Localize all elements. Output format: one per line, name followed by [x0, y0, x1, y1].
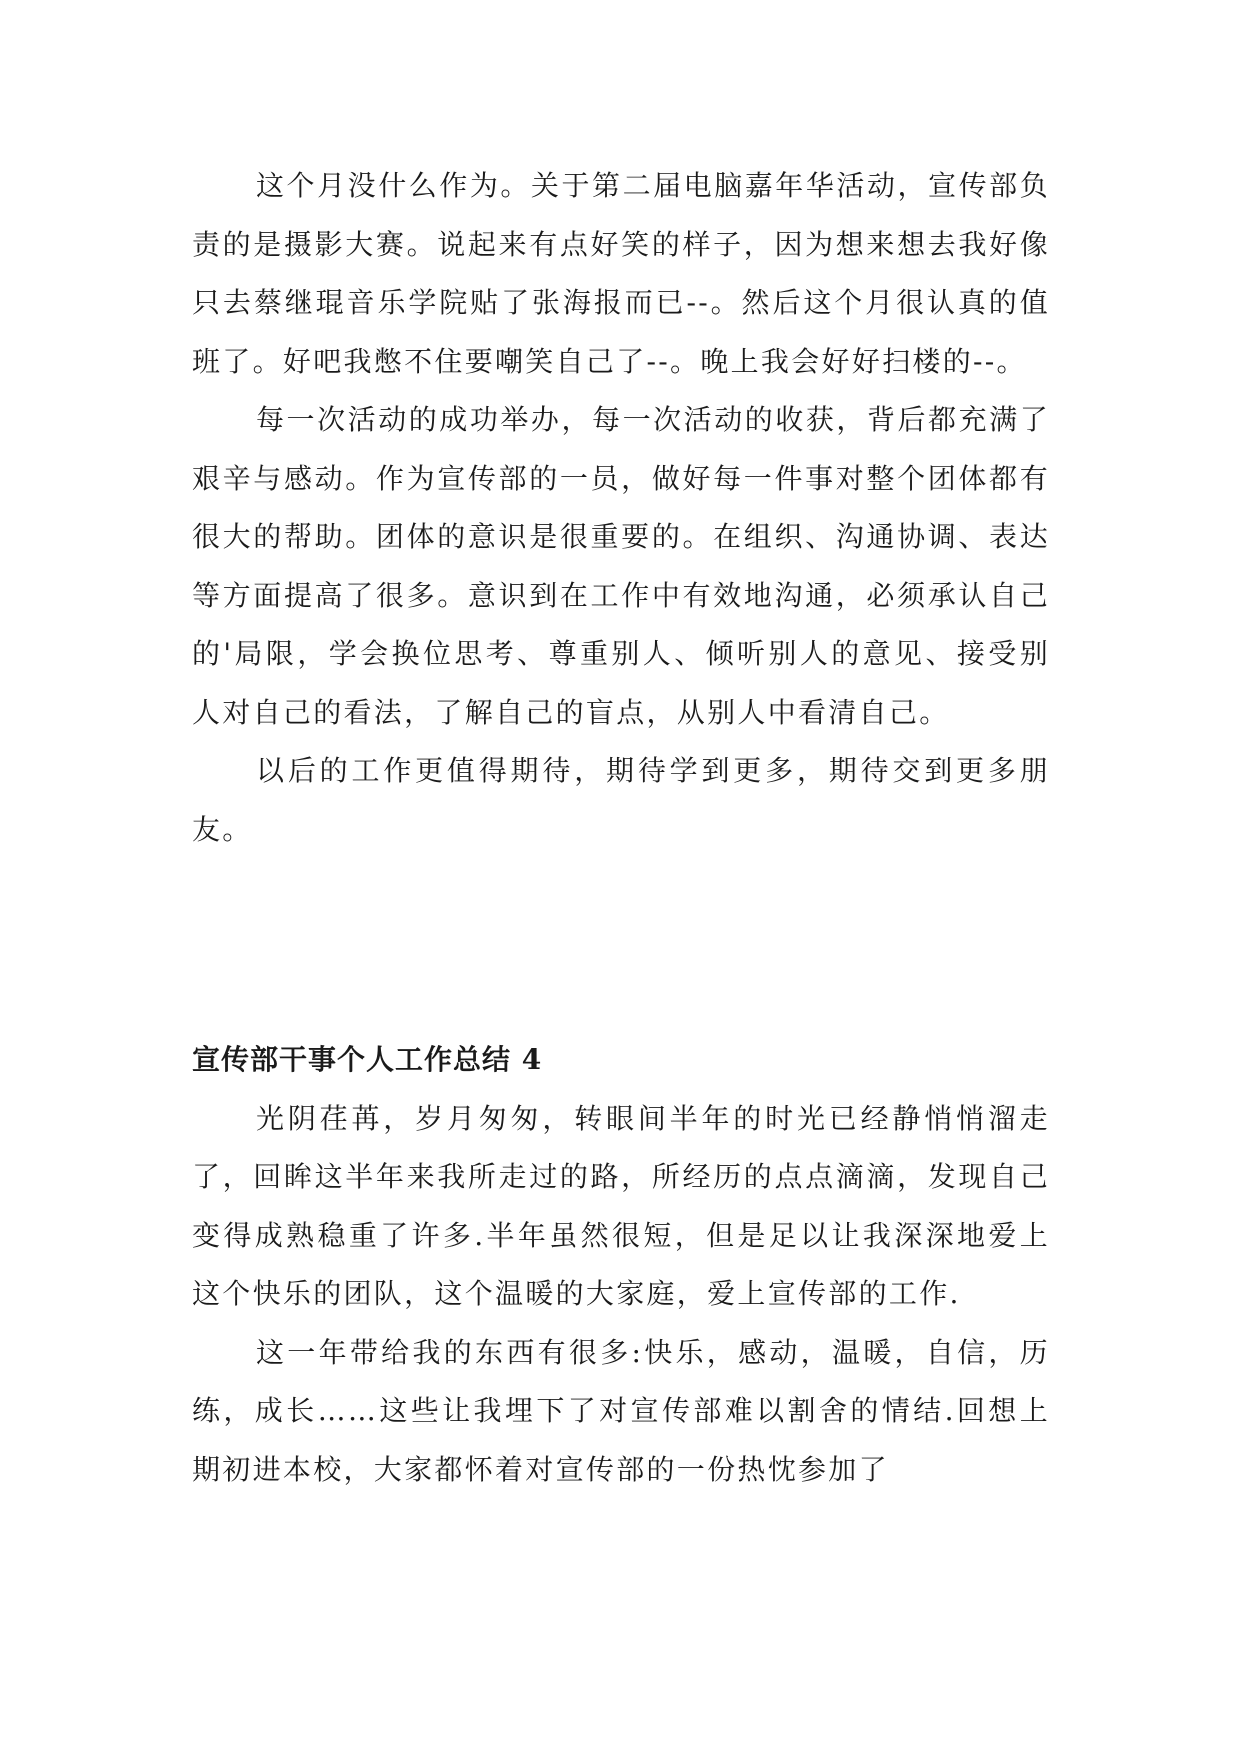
- paragraph: 光阴荏苒，岁月匆匆，转眼间半年的时光已经静悄悄溜走了，回眸这半年来我所走过的路，所经历的点点滴滴，发现自己变得成熟稳重了许多.半年虽然很短，但是足以让我深深地爱上这个快乐的团队，这个温暖的大家庭，爱上宣传部的工作.: [192, 1101, 1050, 1310]
- paragraph: 这一年带给我的东西有很多:快乐，感动，温暖，自信，历练，成长……这些让我埋下了对宣传部难以割舍的情结.回想上期初进本校，大家都怀着对宣传部的一份热忱参加了: [192, 1335, 1050, 1486]
- paragraph: 每一次活动的成功举办，每一次活动的收获，背后都充满了艰辛与感动。作为宣传部的一员，做好每一件事对整个团体都有很大的帮助。团体的意识是很重要的。在组织、沟通协调、表达等方面提高了很多。意识到在工作中有效地沟通，必须承认自己的'局限，学会换位思考、尊重别人、倾听别人的意见、接受别人对自己的看法，了解自己的盲点，从别人中看清自己。: [192, 403, 1050, 729]
- paragraph: 以后的工作更值得期待，期待学到更多，期待交到更多朋友。: [192, 754, 1050, 846]
- paragraph: 这个月没什么作为。关于第二届电脑嘉年华活动，宣传部负责的是摄影大赛。说起来有点好笑的样子，因为想来想去我好像只去蔡继琨音乐学院贴了张海报而已--。然后这个月很认真的值班了。好吧我憋不住要嘲笑自己了--。晚上我会好好扫楼的--。: [192, 169, 1050, 378]
- section-title: 宣传部干事个人工作总结 4: [192, 1043, 543, 1076]
- text-block-bottom: [192, 1031, 1050, 1499]
- text-block-top: [192, 157, 1050, 859]
